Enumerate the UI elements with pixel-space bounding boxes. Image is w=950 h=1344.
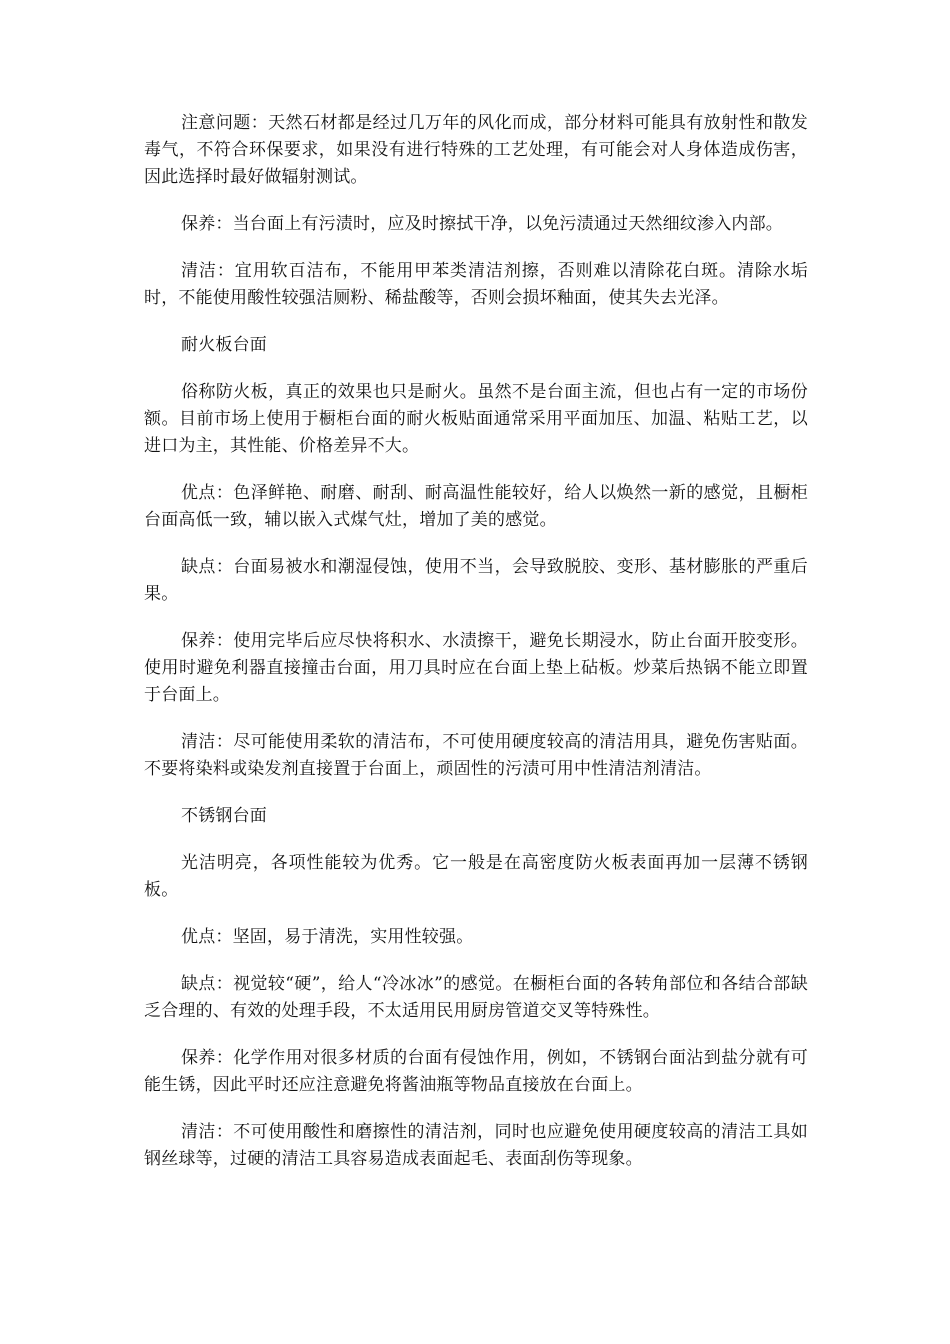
paragraph-fireproof-cleaning: 清洁：尽可能使用柔软的清洁布，不可使用硬度较高的清洁用具，避免伤害贴面。不要将染料或染发剂直接置于台面上，顽固性的污渍可用中性清洁剂清洁。 xyxy=(144,732,808,779)
paragraph-steel-cleaning: 清洁：不可使用酸性和磨擦性的清洁剂，同时也应避免使用硬度较高的清洁工具如钢丝球等，过硬的清洁工具容易造成表面起毛、表面刮伤等现象。 xyxy=(144,1122,808,1169)
paragraph-cleaning: 清洁：宜用软百洁布，不能用甲苯类清洁剂擦，否则难以清除花白斑。清除水垢时，不能使用酸性较强洁厕粉、稀盐酸等，否则会损坏釉面，使其失去光泽。 xyxy=(144,261,808,308)
paragraph-fireproof-cons: 缺点：台面易被水和潮湿侵蚀，使用不当，会导致脱胶、变形、基材膨胀的严重后果。 xyxy=(144,557,808,604)
paragraph-steel-pros: 优点：坚固，易于清洗，实用性较强。 xyxy=(181,927,474,947)
paragraph-steel-intro: 光洁明亮，各项性能较为优秀。它一般是在高密度防火板表面再加一层薄不锈钢板。 xyxy=(144,853,808,900)
paragraph-steel-maintenance: 保养：化学作用对很多材质的台面有侵蚀作用，例如，不锈钢台面沾到盐分就有可能生锈，因此平时还应注意避免将酱油瓶等物品直接放在台面上。 xyxy=(144,1048,808,1095)
paragraph-steel-cons: 缺点：视觉较“硬”，给人“冷冰冰”的感觉。在橱柜台面的各转角部位和各结合部缺乏合理的、有效的处理手段，不太适用民用厨房管道交叉等特殊性。 xyxy=(144,974,808,1021)
paragraph-fireproof-pros: 优点：色泽鲜艳、耐磨、耐刮、耐高温性能较好，给人以焕然一新的感觉，且橱柜台面高低一致，辅以嵌入式煤气灶，增加了美的感觉。 xyxy=(144,483,808,530)
section-heading-fireproof-board: 耐火板台面 xyxy=(181,335,267,355)
paragraph-fireproof-maintenance: 保养：使用完毕后应尽快将积水、水渍擦干，避免长期浸水，防止台面开胶变形。使用时避免利器直接撞击台面，用刀具时应在台面上垫上砧板。炒菜后热锅不能立即置于台面上。 xyxy=(144,631,808,705)
paragraph-maintenance: 保养：当台面上有污渍时，应及时擦拭干净，以免污渍通过天然细纹渗入内部。 xyxy=(181,214,783,234)
section-heading-stainless-steel: 不锈钢台面 xyxy=(181,806,267,826)
document-page xyxy=(144,110,808,1193)
paragraph-fireproof-intro: 俗称防火板，真正的效果也只是耐火。虽然不是台面主流，但也占有一定的市场份额。目前市场上使用于橱柜台面的耐火板贴面通常采用平面加压、加温、粘贴工艺，以进口为主，其性能、价格差异不大。 xyxy=(144,382,808,456)
paragraph-note: 注意问题：天然石材都是经过几万年的风化而成，部分材料可能具有放射性和散发毒气，不符合环保要求，如果没有进行特殊的工艺处理，有可能会对人身体造成伤害，因此选择时最好做辐射测试。 xyxy=(144,113,808,187)
